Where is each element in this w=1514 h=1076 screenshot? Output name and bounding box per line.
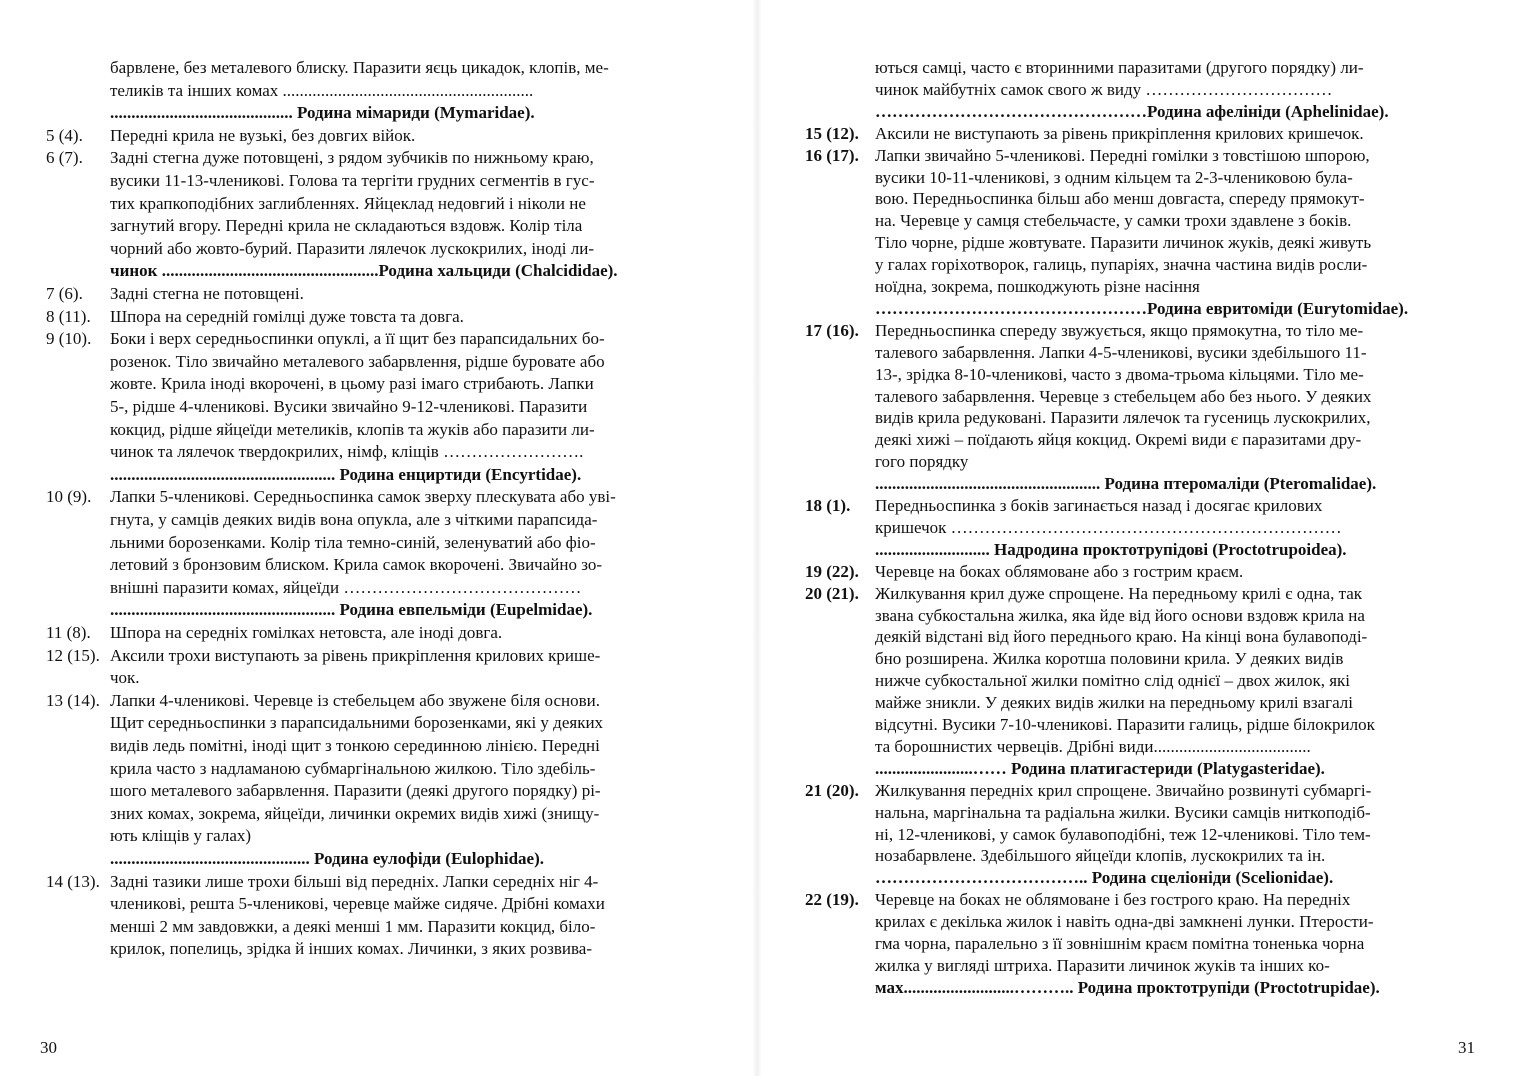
key-number: 7 (6). <box>46 284 83 303</box>
text-line-content: відсутні. Вусики 7-10-членикові. Паразити галиць, рідше білокрилок <box>875 715 1375 734</box>
text-line-content: гого порядку <box>875 452 969 472</box>
family-label-line: ..................................................... Родина енциртиди (Encyrtidae). <box>110 464 582 484</box>
text-line-content: чорний або жовто-бурий. Паразити лялечок лускокрилих, іноді ли- <box>110 238 595 258</box>
text-line-content: ють кліщів у галах) <box>110 826 252 846</box>
text-line-content: деякій відстані від його переднього краю. На кінці вона булавоподі- <box>875 627 1368 647</box>
text-line-content: Передні крила не вузькі, без довгих війок. <box>110 125 416 145</box>
key-number: 5 (4). <box>46 125 83 145</box>
text-line-content: видів ледь помітні, іноді щит з тонкою серединною лінією. Передні <box>110 736 600 755</box>
key-number: 11 (8). <box>46 623 91 642</box>
text-line-content: Тіло чорне, рідше жовтувате. Паразити личинок жуків, деякі живуть <box>875 233 1372 253</box>
text-line-content: Передньоспинка спереду звужується, якщо прямокутна, то тіло ме- <box>875 320 1364 340</box>
text-line-content: гнута, у самців деяких видів вона опукла, але з чіткими парапсида- <box>110 510 598 529</box>
key-number: 12 (15). <box>46 645 100 665</box>
text-line-content: Лапки звичайно 5-членикові. Передні гомілки з товстішою шпорою, <box>875 145 1370 165</box>
text-line-content: розенок. Тіло звичайно металевого забарвлення, рідше буровате або <box>110 351 605 371</box>
text-line-content: Задні стегна дуже потовщені, з рядом зубчиків по нижньому краю, <box>110 148 594 168</box>
text-line-content: ні, 12-членикові, у самок булавоподібні, теж 12-членикові. Тіло тем- <box>875 824 1371 844</box>
text-line-content: чинок та лялечок твердокрилих, німф, кліщів ……………………. <box>110 442 584 462</box>
text-line-content: кришечок …………………………………………………………… <box>875 517 1342 537</box>
key-number: 16 (17). <box>805 145 859 165</box>
key-number: 10 (9). <box>46 487 92 507</box>
text-line-content: Задні стегна не потовщені. <box>110 284 304 303</box>
family-label-line: ........................... Надродина проктотрупідові (Proctotrupoidea). <box>875 539 1347 559</box>
text-line-content: шого металевого забарвлення. Паразити (деякі другого порядку) рі- <box>110 781 601 801</box>
text-line-content: барвлене, без металевого блиску. Паразити яєць цикадок, клопів, ме- <box>110 58 609 77</box>
text-line-content: членикові, решта 5-членикові, черевце майже сидяче. Дрібні комахи <box>110 894 605 914</box>
text-line-content: Черевце на боках не облямоване і без гострого краю. На передніх <box>875 890 1351 910</box>
key-number: 18 (1). <box>805 496 851 515</box>
family-label-line: …………………………………………Родина афелініди (Aphelinidae). <box>875 101 1389 121</box>
text-line-content: чок. <box>110 668 140 688</box>
text-line-content: нижче субкостальної жилки помітно слід однієї – двох жилок, які <box>875 671 1351 691</box>
text-line-content: внішні паразити комах, яйцеїди …………………………………… <box>110 577 582 597</box>
key-number: 22 (19). <box>805 890 859 910</box>
text-line-content: Жилкування передніх крил спрощене. Звичайно розвинуті субмаргі- <box>875 780 1372 800</box>
text-line-content: бно розширена. Жилка коротша половини крила. У деяких видів <box>875 649 1344 669</box>
text-line-content: теликів та інших комах ........................................................... <box>110 80 534 100</box>
text-line-content: загнутий вгору. Передні крила не складаються вздовж. Колір тіла <box>110 216 583 236</box>
text-line-content: Передньоспинка з боків загинається назад і досягає крилових <box>875 496 1323 515</box>
text-line-content: вою. Передньоспинка більш або менш довгаста, спереду прямокут- <box>875 189 1365 209</box>
text-line-content: у галах горіхотворок, галиць, пупаріях, значна частина видів росли- <box>875 255 1368 275</box>
text-line-content: талевого забарвлення. Черевце з стебельцем або без нього. У деяких <box>875 386 1372 406</box>
text-line-content: звана субкостальна жилка, яка йде від його основи вздовж крила на <box>875 605 1365 625</box>
family-label-line: ........................................... Родина мімариди (Mymaridae). <box>110 103 535 123</box>
family-label-line: ……………………………….. Родина сцеліоніди (Scelionidae). <box>875 868 1334 888</box>
text-line-content: нозабарвлене. Здебільшого яйцеїди клопів, лускокрилих та ін. <box>875 846 1326 866</box>
text-line-content: нальна, маргінальна та радіальна жилки. Вусики самців ниткоподіб- <box>875 802 1371 822</box>
text-line-content: тих крапкоподібних заглибленнях. Яйцеклад недовгий і ніколи не <box>110 193 586 213</box>
text-line-content: 5-, рідше 4-членикові. Вусики звичайно 9-12-членикові. Паразити <box>110 397 588 416</box>
text-line-content: ються самці, часто є вторинними паразитами (другого порядку) ли- <box>875 58 1364 77</box>
family-label-line: .......................…… Родина платигастериди (Platygasteridae). <box>875 758 1325 778</box>
family-label-line: …………………………………………Родина евритоміди (Eurytomidae). <box>875 298 1409 318</box>
text-line-content: крилах є декілька жилок і навіть одна-дві замкнені лунки. Птерости- <box>875 912 1374 932</box>
key-number: 8 (11). <box>46 306 91 326</box>
key-number: 9 (10). <box>46 329 92 349</box>
text-line-content: Аксили трохи виступають за рівень прикріплення крилових кришe- <box>110 645 601 665</box>
text-line-content: Жилкування крил дуже спрощене. На передньому крилі є одна, так <box>875 583 1363 603</box>
text-line-content: крила часто з надламаною субмаргінальною жилкою. Тіло здебіль- <box>110 758 596 778</box>
key-number: 13 (14). <box>46 690 100 710</box>
family-label-line: мах..........................……….. Родина проктотрупіди (Proctotrupidae). <box>875 977 1380 997</box>
text-line-content: деякі хижі – поїдають яйця кокцид. Окремі види є паразитами дру- <box>875 430 1362 450</box>
text-line-content: талевого забарвлення. Лапки 4-5-членикові, вусики здебільшого 11- <box>875 342 1367 362</box>
text-line-content: льними борозенками. Колір тіла темно-синій, зеленуватий або фіо- <box>110 532 596 552</box>
text-line-content: вусики 10-11-членикові, з одним кільцем та 2-3-члениковою була- <box>875 167 1353 187</box>
text-line-content: на. Черевце у самця стебельчасте, у самки трохи здавлене з боків. <box>875 211 1352 231</box>
family-label-line: ..................................................... Родина евпельміди (Eupelmidae). <box>110 600 593 620</box>
text-line-content: Аксили не виступають за рівень прикріплення крилових кришечок. <box>875 123 1364 143</box>
text-line-content: крилок, попелиць, зрідка й інших комах. Личинки, з яких розвива- <box>110 939 592 959</box>
family-label-line: ..................................................... Родина птеромаліди (Pteromalidae). <box>875 474 1377 494</box>
text-line-content: жилка у вигляді штриха. Паразити личинок жуків та інших ко- <box>875 955 1330 975</box>
key-number: 21 (20). <box>805 780 859 800</box>
text-line-content: Задні тазики лише трохи більші від передніх. Лапки середніх ніг 4- <box>110 871 599 891</box>
text-line-content: вусики 11-13-членикові. Голова та тергіти грудних сегментів в гус- <box>110 171 595 190</box>
text-line-content: Щит середньоспинки з парапсидальними борозенками, які у деяких <box>110 713 604 733</box>
right-page-number: 31 <box>1458 1038 1475 1057</box>
key-number: 19 (22). <box>805 561 859 581</box>
right-page <box>757 0 1514 1076</box>
text-line-content: кокцид, рідше яйцеїди метеликів, клопів та жуків або паразити ли- <box>110 419 595 439</box>
text-line-content: та борошнистих червеців. Дрібні види..................................... <box>875 736 1311 756</box>
family-label-line: чинок ...................................................Родина хальциди (Chalcididae). <box>110 261 618 281</box>
text-line-content: ноїдна, зокрема, пошкоджують різне насіння <box>875 277 1200 296</box>
text-line-content: Шпора на середніх гомілках нетовста, але іноді довга. <box>110 623 503 642</box>
text-line-content: Боки і верх середньоспинки опуклі, а її щит без парапсидальних бо- <box>110 329 605 349</box>
text-line-content: летовий з бронзовим блиском. Крила самок вкорочені. Звичайно зо- <box>110 555 602 575</box>
left-page-number: 30 <box>40 1038 57 1057</box>
text-line-content: менші 2 мм завдовжки, а деякі менші 1 мм. Паразити кокцид, біло- <box>110 916 596 936</box>
text-line-content: чинок майбутніх самок свого ж виду …………………………… <box>875 79 1333 99</box>
family-label-line: ............................................... Родина еулофіди (Eulophidae). <box>110 849 544 868</box>
text-line-content: видів крила редуковані. Паразити лялечок та гусениць лускокрилих, <box>875 408 1371 428</box>
text-line-content: гма чорна, паралельно з її зовнішнім краєм помітна тоненька чорна <box>875 934 1365 953</box>
text-line-content: майже зникли. У деяких видів жилки на передньому крилі взагалі <box>875 693 1353 713</box>
text-line-content: жовте. Крила іноді вкорочені, в цьому разі імаго стрибають. Лапки <box>110 374 594 394</box>
key-number: 6 (7). <box>46 148 83 168</box>
text-line-content: Лапки 4-членикові. Черевце із стебельцем або звужене біля основи. <box>110 690 600 710</box>
key-number: 20 (21). <box>805 583 859 603</box>
key-number: 15 (12). <box>805 123 859 143</box>
key-number: 14 (13). <box>46 871 100 891</box>
text-line-content: Лапки 5-членикові. Середньоспинка самок зверху плескувата або увi- <box>110 487 616 507</box>
text-line-content: зних комах, зокрема, яйцеїди, личинки окремих видів хижі (знищу- <box>110 803 600 823</box>
text-line-content: 13-, зрідка 8-10-членикові, часто з двома-трьома кільцями. Тіло ме- <box>875 364 1364 384</box>
key-number: 17 (16). <box>805 320 859 340</box>
text-line-content: Шпора на середній гомілці дуже товста та довга. <box>110 306 464 326</box>
text-line-content: Черевце на боках облямоване або з гострим краєм. <box>875 561 1244 581</box>
